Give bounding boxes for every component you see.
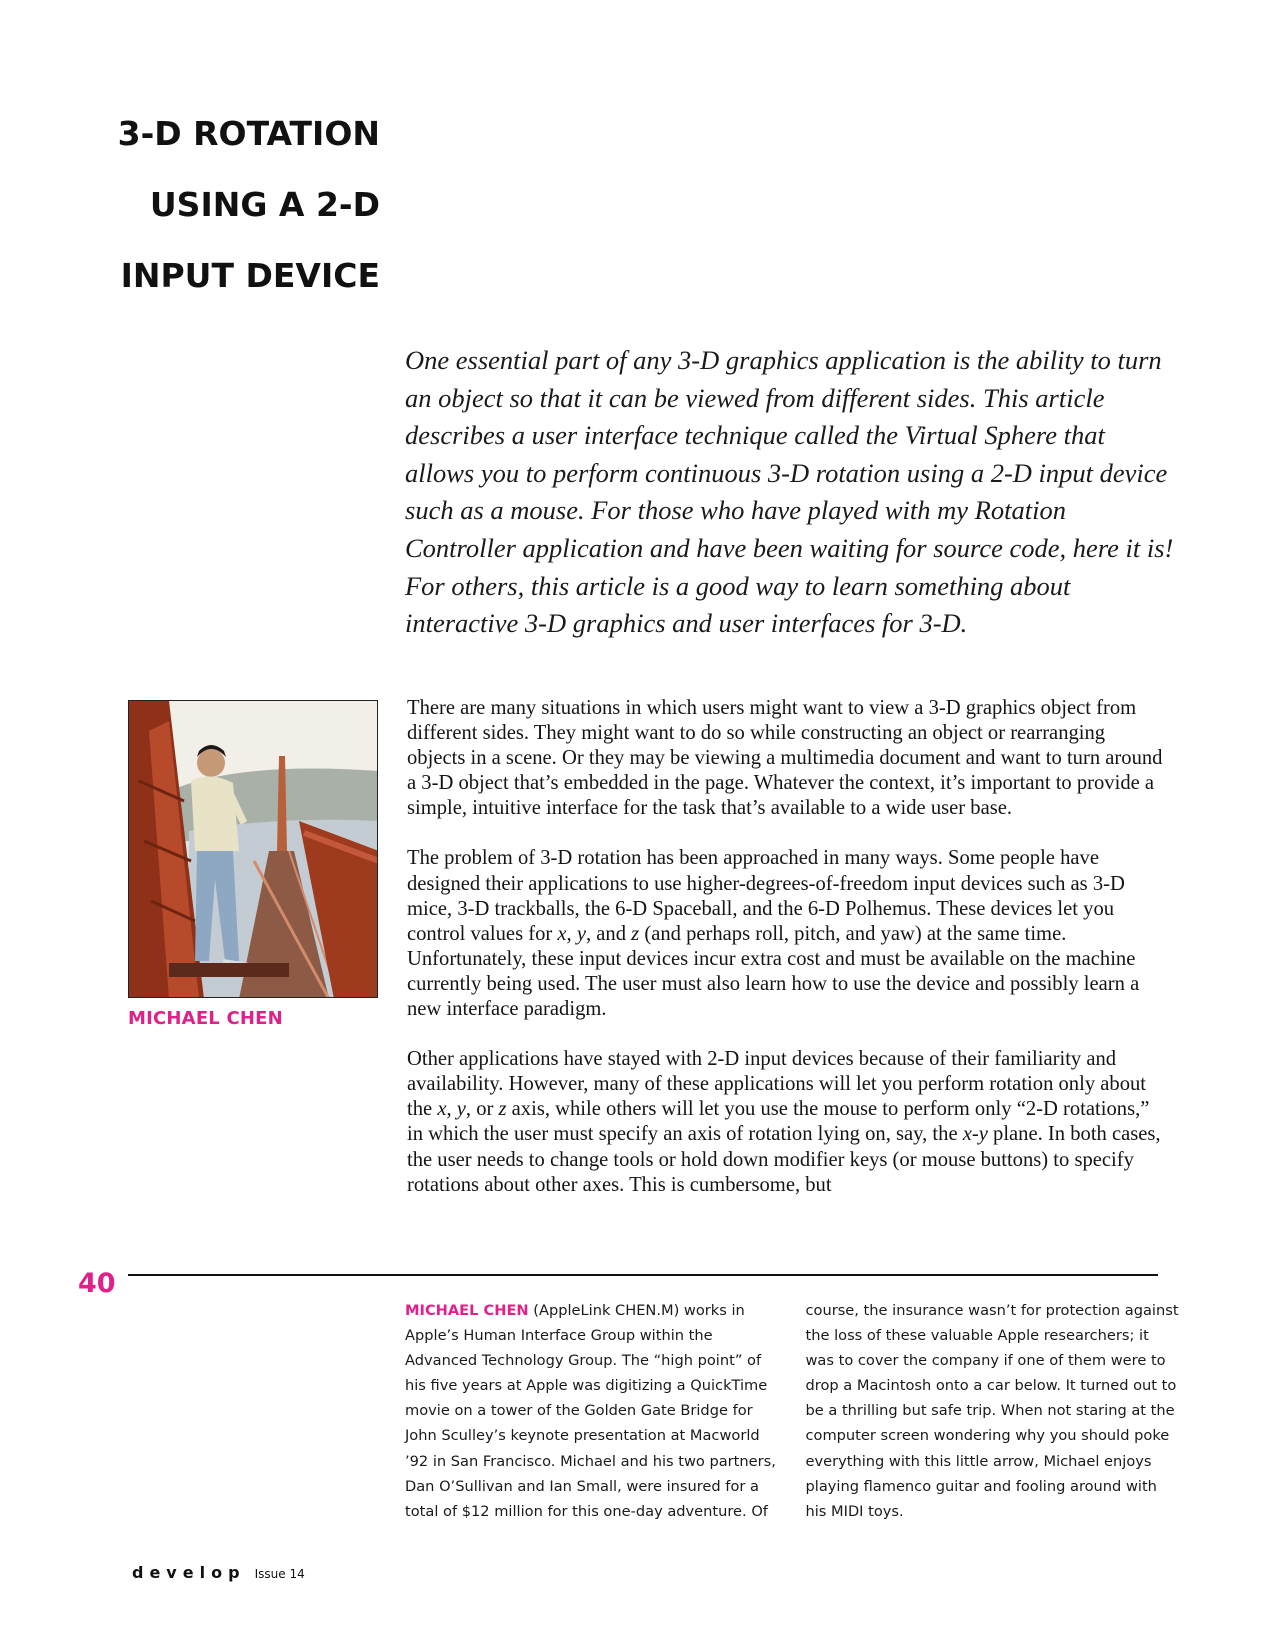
page-number: 40 — [78, 1268, 116, 1299]
title-line-1: 3-D ROTATION — [117, 114, 380, 153]
bio-author-name: MICHAEL CHEN — [405, 1302, 529, 1319]
page-footer — [132, 1563, 305, 1582]
body-paragraph-1: There are many situations in which users might want to view a 3-D graphics object from different sides. They might want to do so while constructing an object or rearranging objects in a scene. Or they may be viewing a multimedia document and want to turn around a 3-D object that’s embedded in the page. Whatever the context, it’s important to provide a simple, intuitive interface for the task that’s available to a wide user base. — [407, 697, 1163, 820]
title-line-3: INPUT DEVICE — [120, 256, 380, 295]
author-photo-image — [129, 701, 378, 998]
author-photo — [128, 700, 378, 998]
article-body — [407, 696, 1167, 1223]
article-title — [60, 98, 380, 311]
body-paragraph-3: Other applications have stayed with 2-D input devices because of their familiarity and availability. However, many of these applications will let you perform rotation only about the x, y, or z axis, while others will let you use the mouse to perform only “2-D rotations,” in which the user must specify an axis of rotation lying on, say, the x-y plane. In both cases, the user needs to change tools or hold down modifier keys (or mouse buttons) to specify rotations about other axes. This is cumbersome, but — [407, 1048, 1161, 1196]
title-line-2: USING A 2-D — [149, 185, 380, 224]
photo-caption: MICHAEL CHEN — [128, 1008, 283, 1029]
magazine-name: develop — [132, 1563, 246, 1582]
author-bio — [405, 1298, 1180, 1524]
issue-label: Issue 14 — [254, 1567, 305, 1581]
section-divider — [128, 1274, 1158, 1276]
body-paragraph-2: The problem of 3-D rotation has been approached in many ways. Some people have designed their applications to use higher-degrees-of-freedom input devices such as 3-D mice, 3-D trackballs, the 6-D Spaceball, and the 6-D Polhemus. These devices let you control values for x, y, and z (and perhaps roll, pitch, and yaw) at the same time. Unfortunately, these input devices incur extra cost and must be available on the machine currently being used. The user must also learn how to use the device and possibly learn a new interface paradigm. — [407, 847, 1140, 1021]
bio-text: (AppleLink CHEN.M) works in Apple’s Human Interface Group within the Advanced Technology Group. The “high point” of his five years at Apple was digitizing a QuickTime movie on a tower of the Golden Gate Bridge for John Sculley’s keynote presentation at Macworld ’92 in San Francisco. Michael and his two partners, Dan O’Sullivan and Ian Small, were insured for a total of $12 million for this one-day adventure. Of course, the insurance wasn’t for protection against the loss of these valuable Apple researchers; it was to cover the company if one of them were to drop a Macintosh onto a car below. It turned out to be a thrilling but safe trip. When not staring at the computer screen wondering why you should poke everything with this little arrow, Michael enjoys playing flamenco guitar and fooling around with his MIDI toys. — [405, 1302, 1179, 1520]
article-abstract: One essential part of any 3-D graphics application is the ability to turn an object so that it can be viewed from different sides. This article describes a user interface technique called the Virtual Sphere that allows you to perform continuous 3-D rotation using a 2-D input device such as a mouse. For those who have played with my Rotation Controller application and have been waiting for source code, here it is! For others, this article is a good way to learn something about interactive 3-D graphics and user interfaces for 3-D. — [405, 345, 1174, 639]
